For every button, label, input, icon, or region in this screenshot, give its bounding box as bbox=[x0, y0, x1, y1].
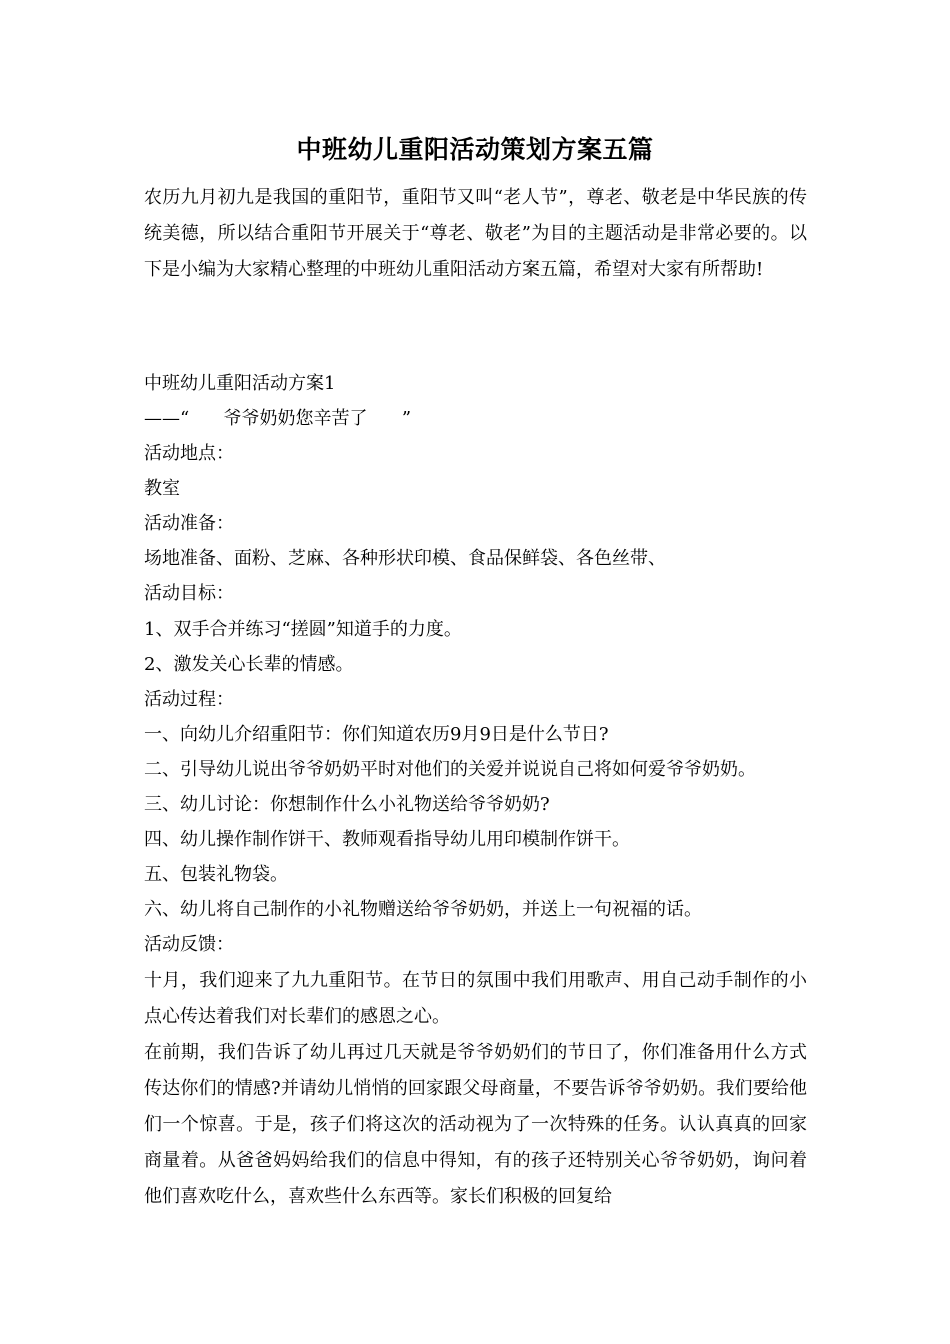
intro-paragraph: 农历九月初九是我国的重阳节，重阳节又叫“老人节”，尊老、敬老是中华民族的传统美德，所以结合重阳节开展关于“尊老、敬老”为目的主题活动是非常必要的。以下是小编为大家精心整理的中班幼儿重阳活动方案五篇，希望对大家有所帮助! bbox=[144, 187, 807, 280]
goal-item: 1、双手合并练习“搓圆”知道手的力度。 bbox=[144, 618, 462, 640]
process-step: 五、包装礼物袋。 bbox=[144, 864, 288, 886]
section-1 bbox=[144, 366, 807, 1215]
process-step: 二、引导幼儿说出爷爷奶奶平时对他们的关爱并说说自己将如何爱爷爷奶奶。 bbox=[144, 758, 756, 780]
process-step: 六、幼儿将自己制作的小礼物赠送给爷爷奶奶，并送上一句祝福的话。 bbox=[144, 899, 702, 921]
feedback-paragraph: 在前期，我们告诉了幼儿再过几天就是爷爷奶奶们的节日了，你们准备用什么方式传达你们的情感?并请幼儿悄悄的回家跟父母商量，不要告诉爷爷奶奶。我们要给他们一个惊喜。于是，孩子们将这次的活动视为了一次特殊的任务。认认真真的回家商量着。从爸爸妈妈给我们的信息中得知，有的孩子还特别关心爷爷奶奶，询问着他们喜欢吃什么，喜欢些什么东西等。家长们积极的回复给 bbox=[144, 1041, 807, 1207]
section-heading: 中班幼儿重阳活动方案1 bbox=[144, 373, 336, 394]
document-title: 中班幼儿重阳活动策划方案五篇 bbox=[296, 135, 654, 164]
process-step: 四、幼儿操作制作饼干、教师观看指导幼儿用印模制作饼干。 bbox=[144, 829, 630, 851]
goal-label: 活动目标： bbox=[144, 583, 234, 605]
section-subtitle: ——“ 爷爷奶奶您辛苦了 ” bbox=[144, 408, 412, 430]
prep-value: 场地准备、面粉、芝麻、各种形状印模、食品保鲜袋、各色丝带、 bbox=[144, 548, 666, 570]
location-label: 活动地点： bbox=[144, 443, 234, 465]
location-value: 教室 bbox=[144, 478, 180, 500]
feedback-paragraph: 十月，我们迎来了九九重阳节。在节日的氛围中我们用歌声、用自己动手制作的小点心传达着我们对长辈们的感恩之心。 bbox=[144, 969, 807, 1027]
process-step: 三、幼儿讨论：你想制作什么小礼物送给爷爷奶奶? bbox=[144, 794, 550, 816]
process-label: 活动过程： bbox=[144, 688, 234, 710]
feedback-label: 活动反馈： bbox=[144, 934, 234, 956]
prep-label: 活动准备： bbox=[144, 513, 234, 535]
goal-item: 2、激发关心长辈的情感。 bbox=[144, 653, 354, 675]
process-step: 一、向幼儿介绍重阳节：你们知道农历9月9日是什么节日? bbox=[144, 723, 609, 745]
